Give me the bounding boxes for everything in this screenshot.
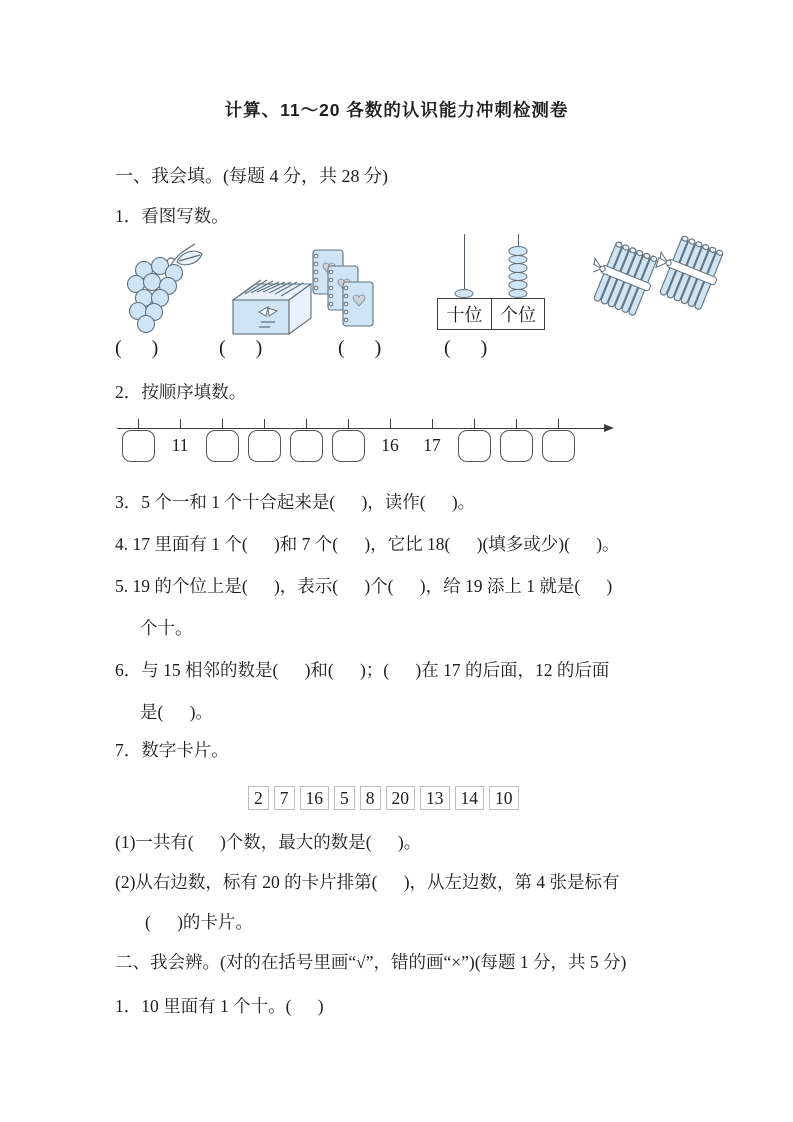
numberline-slot [537, 414, 579, 462]
page-title: 计算、11～20 各数的认识能力冲刺检测卷 [224, 100, 569, 120]
question-5-line1: 5. 19 的个位上是( )，表示( )个( )，给 19 添上 1 就是( ) [115, 576, 613, 596]
numberline-slot [369, 414, 411, 462]
answer-blank: ( ) [444, 337, 488, 359]
books-figure [225, 244, 377, 344]
question-4: 4. 17 里面有 1 个( )和 7 个( )，它比 18( )(填多或少)( )。 [115, 534, 620, 554]
stick-bundles-figure [593, 236, 725, 336]
worksheet-content [0, 166, 793, 1016]
stick-bundle [593, 236, 661, 318]
notebooks [313, 250, 373, 326]
abacus-figure [437, 234, 545, 330]
numberline-box [248, 430, 281, 462]
arrow-right-icon [604, 424, 614, 432]
number-card: 5 [334, 786, 355, 810]
tens-place-label: 十位 [446, 305, 483, 325]
number-line [115, 414, 733, 474]
grapes-figure [107, 238, 207, 336]
number-card: 7 [274, 786, 295, 810]
numberline-slot [411, 414, 453, 462]
stick-bundle [646, 236, 725, 312]
notebook [343, 282, 373, 326]
tens-rod [437, 234, 491, 298]
ones-place-label: 个位 [491, 299, 544, 329]
number-card: 14 [455, 786, 485, 810]
number-card: 2 [248, 786, 269, 810]
numberline-slot [159, 414, 201, 462]
bead [509, 289, 528, 299]
answer-blank: ( ) [219, 337, 263, 359]
question-7-sub2-line1: (2)从右边数，标有 20 的卡片排第( )，从左边数，第 4 张是标有 [115, 872, 620, 892]
tens-beads [455, 290, 474, 299]
section1-heading: 一、我会填。(每题 4 分，共 28 分) [115, 166, 388, 186]
question-6-line2: 是( )。 [140, 702, 213, 722]
numberline-box [458, 430, 491, 462]
numberline-slot [201, 414, 243, 462]
numberline-box [500, 430, 533, 462]
question-5-line2: 个十。 [140, 618, 193, 638]
numberline-number: 16 [381, 435, 399, 455]
bead [455, 289, 474, 299]
numberline-number: 17 [423, 435, 441, 455]
answer-blank: ( ) [115, 337, 159, 359]
number-card: 13 [420, 786, 450, 810]
question-1-label: 1．看图写数。 [115, 206, 229, 226]
question-1-answer-row [115, 338, 733, 364]
numberline-slot [285, 414, 327, 462]
number-card: 10 [489, 786, 519, 810]
numberline-slot [495, 414, 537, 462]
place-value-table [437, 298, 545, 330]
question-7-sub1: (1)一共有( )个数，最大的数是( )。 [115, 832, 422, 852]
question-6-line1: 6．与 15 相邻的数是( )和( )；( )在 17 的后面，12 的后面 [115, 660, 610, 680]
answer-blank: ( ) [338, 337, 382, 359]
numberline-slot [117, 414, 159, 462]
question-1-figures [115, 234, 733, 336]
grape-berries [128, 258, 183, 333]
book-stack [233, 280, 311, 334]
number-card: 16 [300, 786, 330, 810]
number-line-cells [117, 414, 579, 462]
abacus-rods [437, 234, 545, 298]
question-2-label: 2．按顺序填数。 [115, 382, 247, 402]
numberline-box [332, 430, 365, 462]
question-7-sub2-line2: ( )的卡片。 [145, 912, 253, 932]
number-card: 8 [360, 786, 381, 810]
numberline-box [122, 430, 155, 462]
question-7-label: 7．数字卡片。 [115, 740, 229, 760]
numberline-slot [243, 414, 285, 462]
ones-beads [509, 247, 528, 298]
numberline-slot [327, 414, 369, 462]
ones-rod [491, 234, 545, 298]
numberline-box [542, 430, 575, 462]
section2-heading: 二、我会辨。(对的在括号里画“√”，错的画“×”)(每题 1 分，共 5 分) [115, 952, 627, 972]
section2-question-1: 1．10 里面有 1 个十。( ) [115, 996, 324, 1016]
numberline-number: 11 [171, 435, 189, 455]
numberline-box [206, 430, 239, 462]
numberline-box [290, 430, 323, 462]
numberline-slot [453, 414, 495, 462]
number-cards-row [115, 786, 733, 810]
question-3: 3．5 个一和 1 个十合起来是( )，读作( )。 [115, 492, 476, 512]
number-card: 20 [386, 786, 416, 810]
